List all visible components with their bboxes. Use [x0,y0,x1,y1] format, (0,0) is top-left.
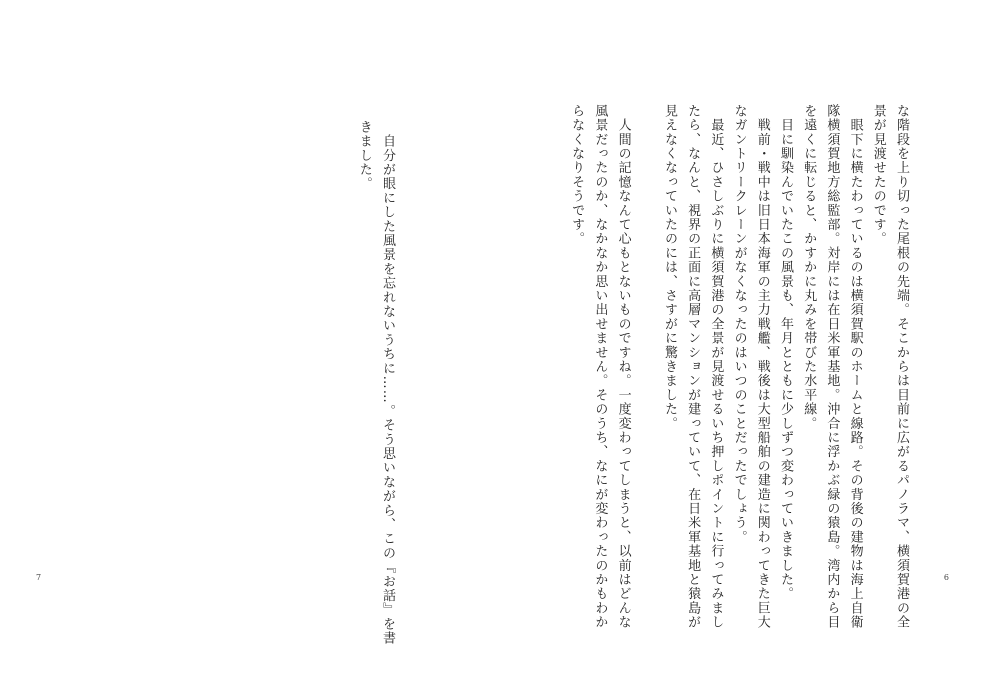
text-line: 隊横須賀地方総監部。対岸には在日米軍基地。沖合に浮かぶ緑の猿島。湾内から目 [824,104,840,630]
text-line: 眼下に横たわっているのは横須賀駅のホームと線路。その背後の建物は海上自衛 [847,104,863,630]
text-line: 見えなくなっていたのには、さすがに驚きました。 [661,104,677,431]
text-line: 景が見渡せたのです。 [870,104,886,246]
text-line: 戦前・戦中は旧日本海軍の主力戦艦、戦後は大型船舶の建造に関わってきた巨大 [754,104,770,630]
text-line: きました。 [356,120,372,191]
left-page-text [353,120,399,646]
text-line: たら、なんと、視界の正面に高層マンションが建っていて、在日米軍基地と猿島が [685,104,701,630]
text-line: 人間の記憶なんて心もとないものですね。一度変わってしまうと、以前はどんな [615,104,631,630]
text-line: 自分が眼にした風景を忘れないうちに……。そう思いながら、この『お話』を書 [380,120,395,646]
left-page-number: 7 [36,573,42,582]
right-page-number: 6 [943,573,949,582]
text-line: 目に馴染んでいたこの風景も、年月とともに少しずつ変わっていきました。 [777,104,793,601]
text-line: 最近、ひさしぶりに横須賀港の全景が見渡せるいち押しポイントに行ってみまし [708,104,724,630]
text-line: を遠くに転じると、かすかに丸みを帯びた水平線。 [801,104,817,431]
text-line: 風景だったのか、なかなか思い出せません。そのうち、なにが変わったのかもわか [592,104,608,630]
text-line: な階段を上り切った尾根の先端。そこからは目前に広がるパノラマ、横須賀港の全 [894,104,909,630]
right-page [492,0,985,700]
right-page-text [565,104,913,630]
text-line: らなくなりそうです。 [569,104,585,246]
text-line: なガントリークレーンがなくなったのはいつのことだったでしょう。 [731,104,747,545]
left-page [0,0,492,700]
text-line [635,104,658,624]
